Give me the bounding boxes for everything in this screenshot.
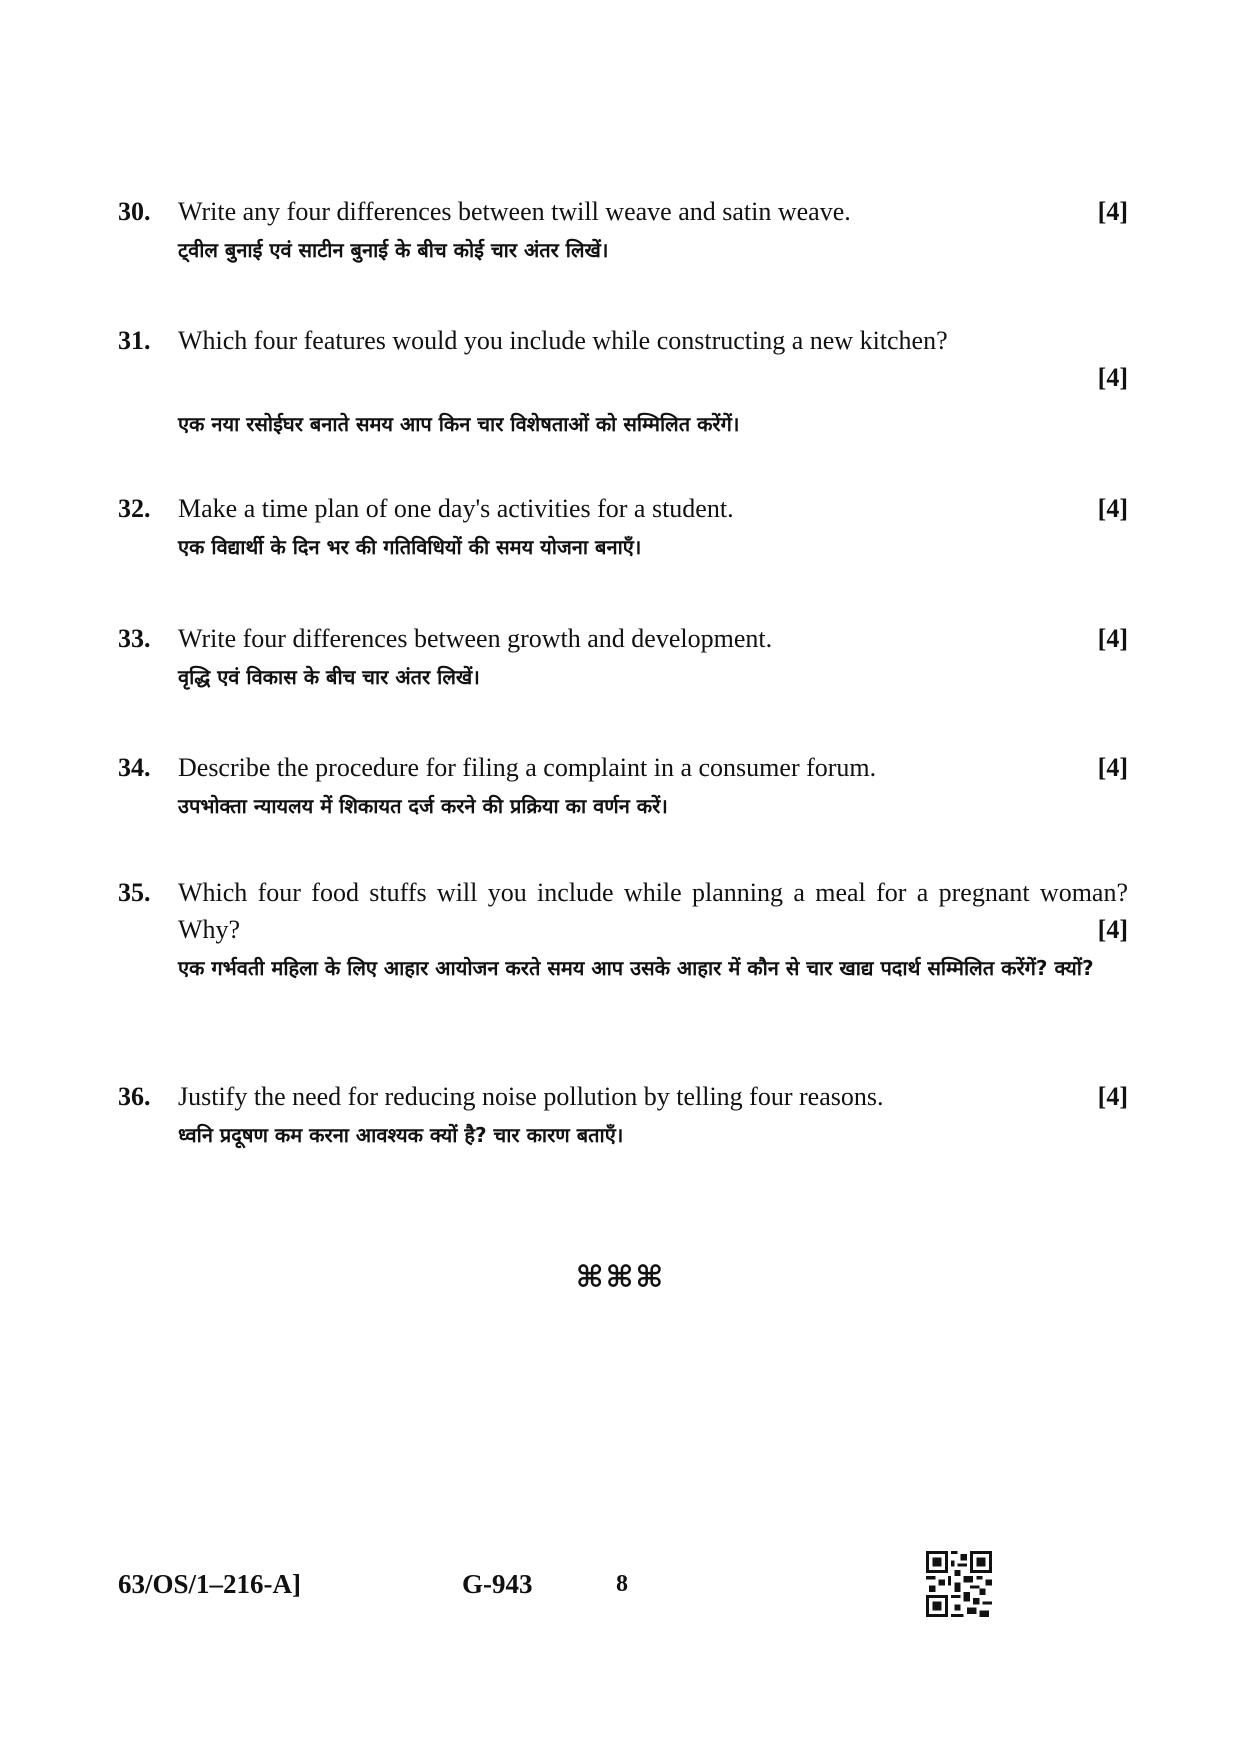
- question-30: [118, 193, 1128, 268]
- question-line: [118, 874, 1128, 948]
- question-text-hindi: एक नया रसोईघर बनाते समय आप किन चार विशेषताओं को सम्मिलित करेंगें।: [178, 412, 740, 436]
- question-text-english: Write any four differences between twill weave and satin weave.: [178, 197, 851, 226]
- question-number: 36.: [118, 1082, 151, 1111]
- question-line: [118, 620, 1128, 657]
- question-line: [118, 490, 1128, 527]
- question-number: 32.: [118, 494, 151, 523]
- page-number: 8: [616, 1571, 628, 1597]
- question-text-english: Write four differences between growth and development.: [178, 624, 773, 653]
- question-number: 30.: [118, 197, 151, 226]
- series-code: G-943: [462, 1569, 533, 1599]
- question-number: 33.: [118, 624, 151, 653]
- question-marks: [4]: [1097, 363, 1128, 392]
- question-text-hindi: ट्वील बुनाई एवं साटीन बुनाई के बीच कोई चार अंतर लिखें।: [178, 238, 609, 262]
- question-marks: [4]: [1097, 494, 1128, 523]
- paper-code: 63/OS/1–216-A]: [118, 1569, 302, 1599]
- question-34: [118, 749, 1128, 824]
- question-line: [118, 749, 1128, 786]
- question-line: [118, 322, 1128, 396]
- question-line: [118, 193, 1128, 230]
- question-number: 34.: [118, 753, 151, 782]
- question-marks: [4]: [1097, 915, 1128, 944]
- question-text-english: Which four food stuffs will you include while planning a meal for a pregnant woman? Why?: [178, 878, 1128, 944]
- question-text-hindi: वृद्धि एवं विकास के बीच चार अंतर लिखें।: [178, 665, 480, 689]
- question-text-english: Describe the procedure for filing a complaint in a consumer forum.: [178, 753, 877, 782]
- question-35: [118, 874, 1128, 986]
- question-32: [118, 490, 1128, 565]
- question-text-hindi: ध्वनि प्रदूषण कम करना आवश्यक क्यों है? चार कारण बताएँ।: [178, 1123, 624, 1147]
- question-text-hindi: एक गर्भवती महिला के लिए आहार आयोजन करते समय आप उसके आहार में कौन से चार खाद्य पदार्थ सम्मिलित करेंगें? क्यों?: [178, 956, 1094, 980]
- question-marks: [4]: [1097, 1082, 1128, 1111]
- question-number: 31.: [118, 326, 151, 355]
- question-text-hindi: उपभोक्ता न्यायलय में शिकायत दर्ज करने की प्रक्रिया का वर्णन करें।: [178, 794, 668, 818]
- question-33: [118, 620, 1128, 695]
- question-text-english: Which four features would you include while constructing a new kitchen?: [178, 326, 948, 355]
- question-text-english: Justify the need for reducing noise pollution by telling four reasons.: [178, 1082, 884, 1111]
- question-31: [118, 322, 1128, 442]
- question-marks: [4]: [1097, 753, 1128, 782]
- question-line: [118, 1078, 1128, 1115]
- qr-code-icon: [926, 1551, 992, 1617]
- question-36: [118, 1078, 1128, 1153]
- end-ornament: ⌘⌘⌘: [575, 1260, 666, 1295]
- question-marks: [4]: [1097, 624, 1128, 653]
- question-text-english: Make a time plan of one day's activities for a student.: [178, 494, 734, 523]
- question-number: 35.: [118, 878, 151, 907]
- question-text-hindi: एक विद्यार्थी के दिन भर की गतिविधियों की समय योजना बनाएँ।: [178, 535, 642, 559]
- question-marks: [4]: [1097, 197, 1128, 226]
